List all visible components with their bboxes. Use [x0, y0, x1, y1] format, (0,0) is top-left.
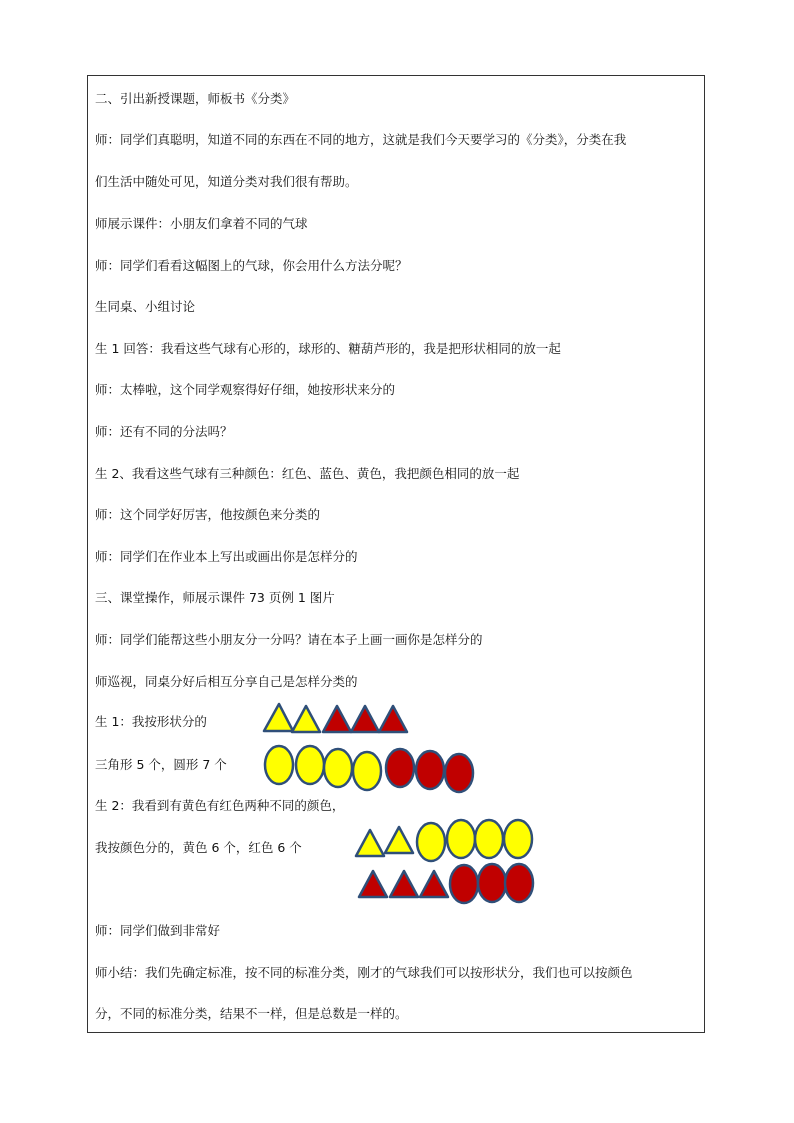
text-line-11: 师：这个同学好厉害，他按颜色来分类的 — [95, 507, 321, 522]
text-line-13: 三、课堂操作，师展示课件 73 页例 1 图片 — [95, 590, 335, 605]
shape-group-yellow-by-color — [356, 820, 532, 861]
red-triangle — [420, 871, 448, 897]
text-line-14: 师：同学们能帮这些小朋友分一分吗？请在本子上画一画你是怎样分的 — [95, 632, 483, 647]
text-line-9: 师：还有不同的分法吗？ — [95, 424, 233, 439]
text-line-7: 生 1 回答：我看这些气球有心形的，球形的、糖葫芦形的，我是把形状相同的放一起 — [95, 341, 561, 356]
red-triangle — [390, 871, 418, 897]
text-line-21: 师小结：我们先确定标准，按不同的标准分类，刚才的气球我们可以按形状分，我们也可以按颜色 — [95, 965, 633, 980]
red-circle — [478, 864, 506, 902]
text-line-19: 我按颜色分的，黄色 6 个，红色 6 个 — [95, 840, 302, 855]
yellow-circle — [475, 820, 503, 858]
text-line-2: 师：同学们真聪明，知道不同的东西在不同的地方，这就是我们今天要学习的《分类》，分类在我 — [95, 132, 627, 147]
text-line-4: 师展示课件：小朋友们拿着不同的气球 — [95, 216, 308, 231]
red-circle — [450, 865, 478, 903]
text-line-17: 三角形 5 个，圆形 7 个 — [95, 757, 227, 772]
text-line-10: 生 2、我看这些气球有三种颜色：红色、蓝色、黄色，我把颜色相同的放一起 — [95, 466, 520, 481]
text-line-20: 师：同学们做到非常好 — [95, 923, 221, 938]
text-line-1: 二、引出新授课题，师板书《分类》 — [95, 91, 296, 106]
yellow-triangle — [385, 827, 413, 853]
yellow-circle — [324, 749, 352, 787]
shape-group-triangles-by-shape — [264, 704, 407, 732]
text-line-6: 生同桌、小组讨论 — [95, 299, 196, 314]
red-circle — [386, 749, 414, 787]
red-triangle — [351, 706, 379, 732]
red-triangle — [359, 871, 387, 897]
text-line-5: 师：同学们看看这幅图上的气球，你会用什么方法分呢？ — [95, 258, 408, 273]
text-line-22: 分，不同的标准分类，结果不一样，但是总数是一样的。 — [95, 1006, 408, 1021]
yellow-circle — [504, 820, 532, 858]
red-circle — [416, 751, 444, 789]
text-line-12: 师：同学们在作业本上写出或画出你是怎样分的 — [95, 549, 358, 564]
yellow-circle — [265, 746, 293, 784]
text-line-3: 们生活中随处可见，知道分类对我们很有帮助。 — [95, 174, 358, 189]
yellow-triangle — [356, 830, 384, 856]
red-triangle — [323, 706, 351, 732]
red-circle — [445, 754, 473, 792]
red-circle — [505, 864, 533, 902]
yellow-triangle — [264, 704, 293, 731]
yellow-circle — [447, 820, 475, 858]
shape-group-circles-by-shape — [265, 746, 473, 792]
text-line-8: 师：太棒啦，这个同学观察得好仔细，她按形状来分的 — [95, 382, 396, 397]
red-triangle — [379, 706, 407, 732]
yellow-circle — [353, 752, 381, 790]
text-line-16: 生 1：我按形状分的 — [95, 714, 207, 729]
text-line-15: 师巡视，同桌分好后相互分享自己是怎样分类的 — [95, 674, 358, 689]
yellow-triangle — [292, 706, 320, 732]
yellow-circle — [296, 746, 324, 784]
shape-group-red-by-color — [359, 864, 533, 903]
yellow-circle — [417, 823, 445, 861]
text-line-18: 生 2：我看到有黄色有红色两种不同的颜色， — [95, 798, 345, 813]
